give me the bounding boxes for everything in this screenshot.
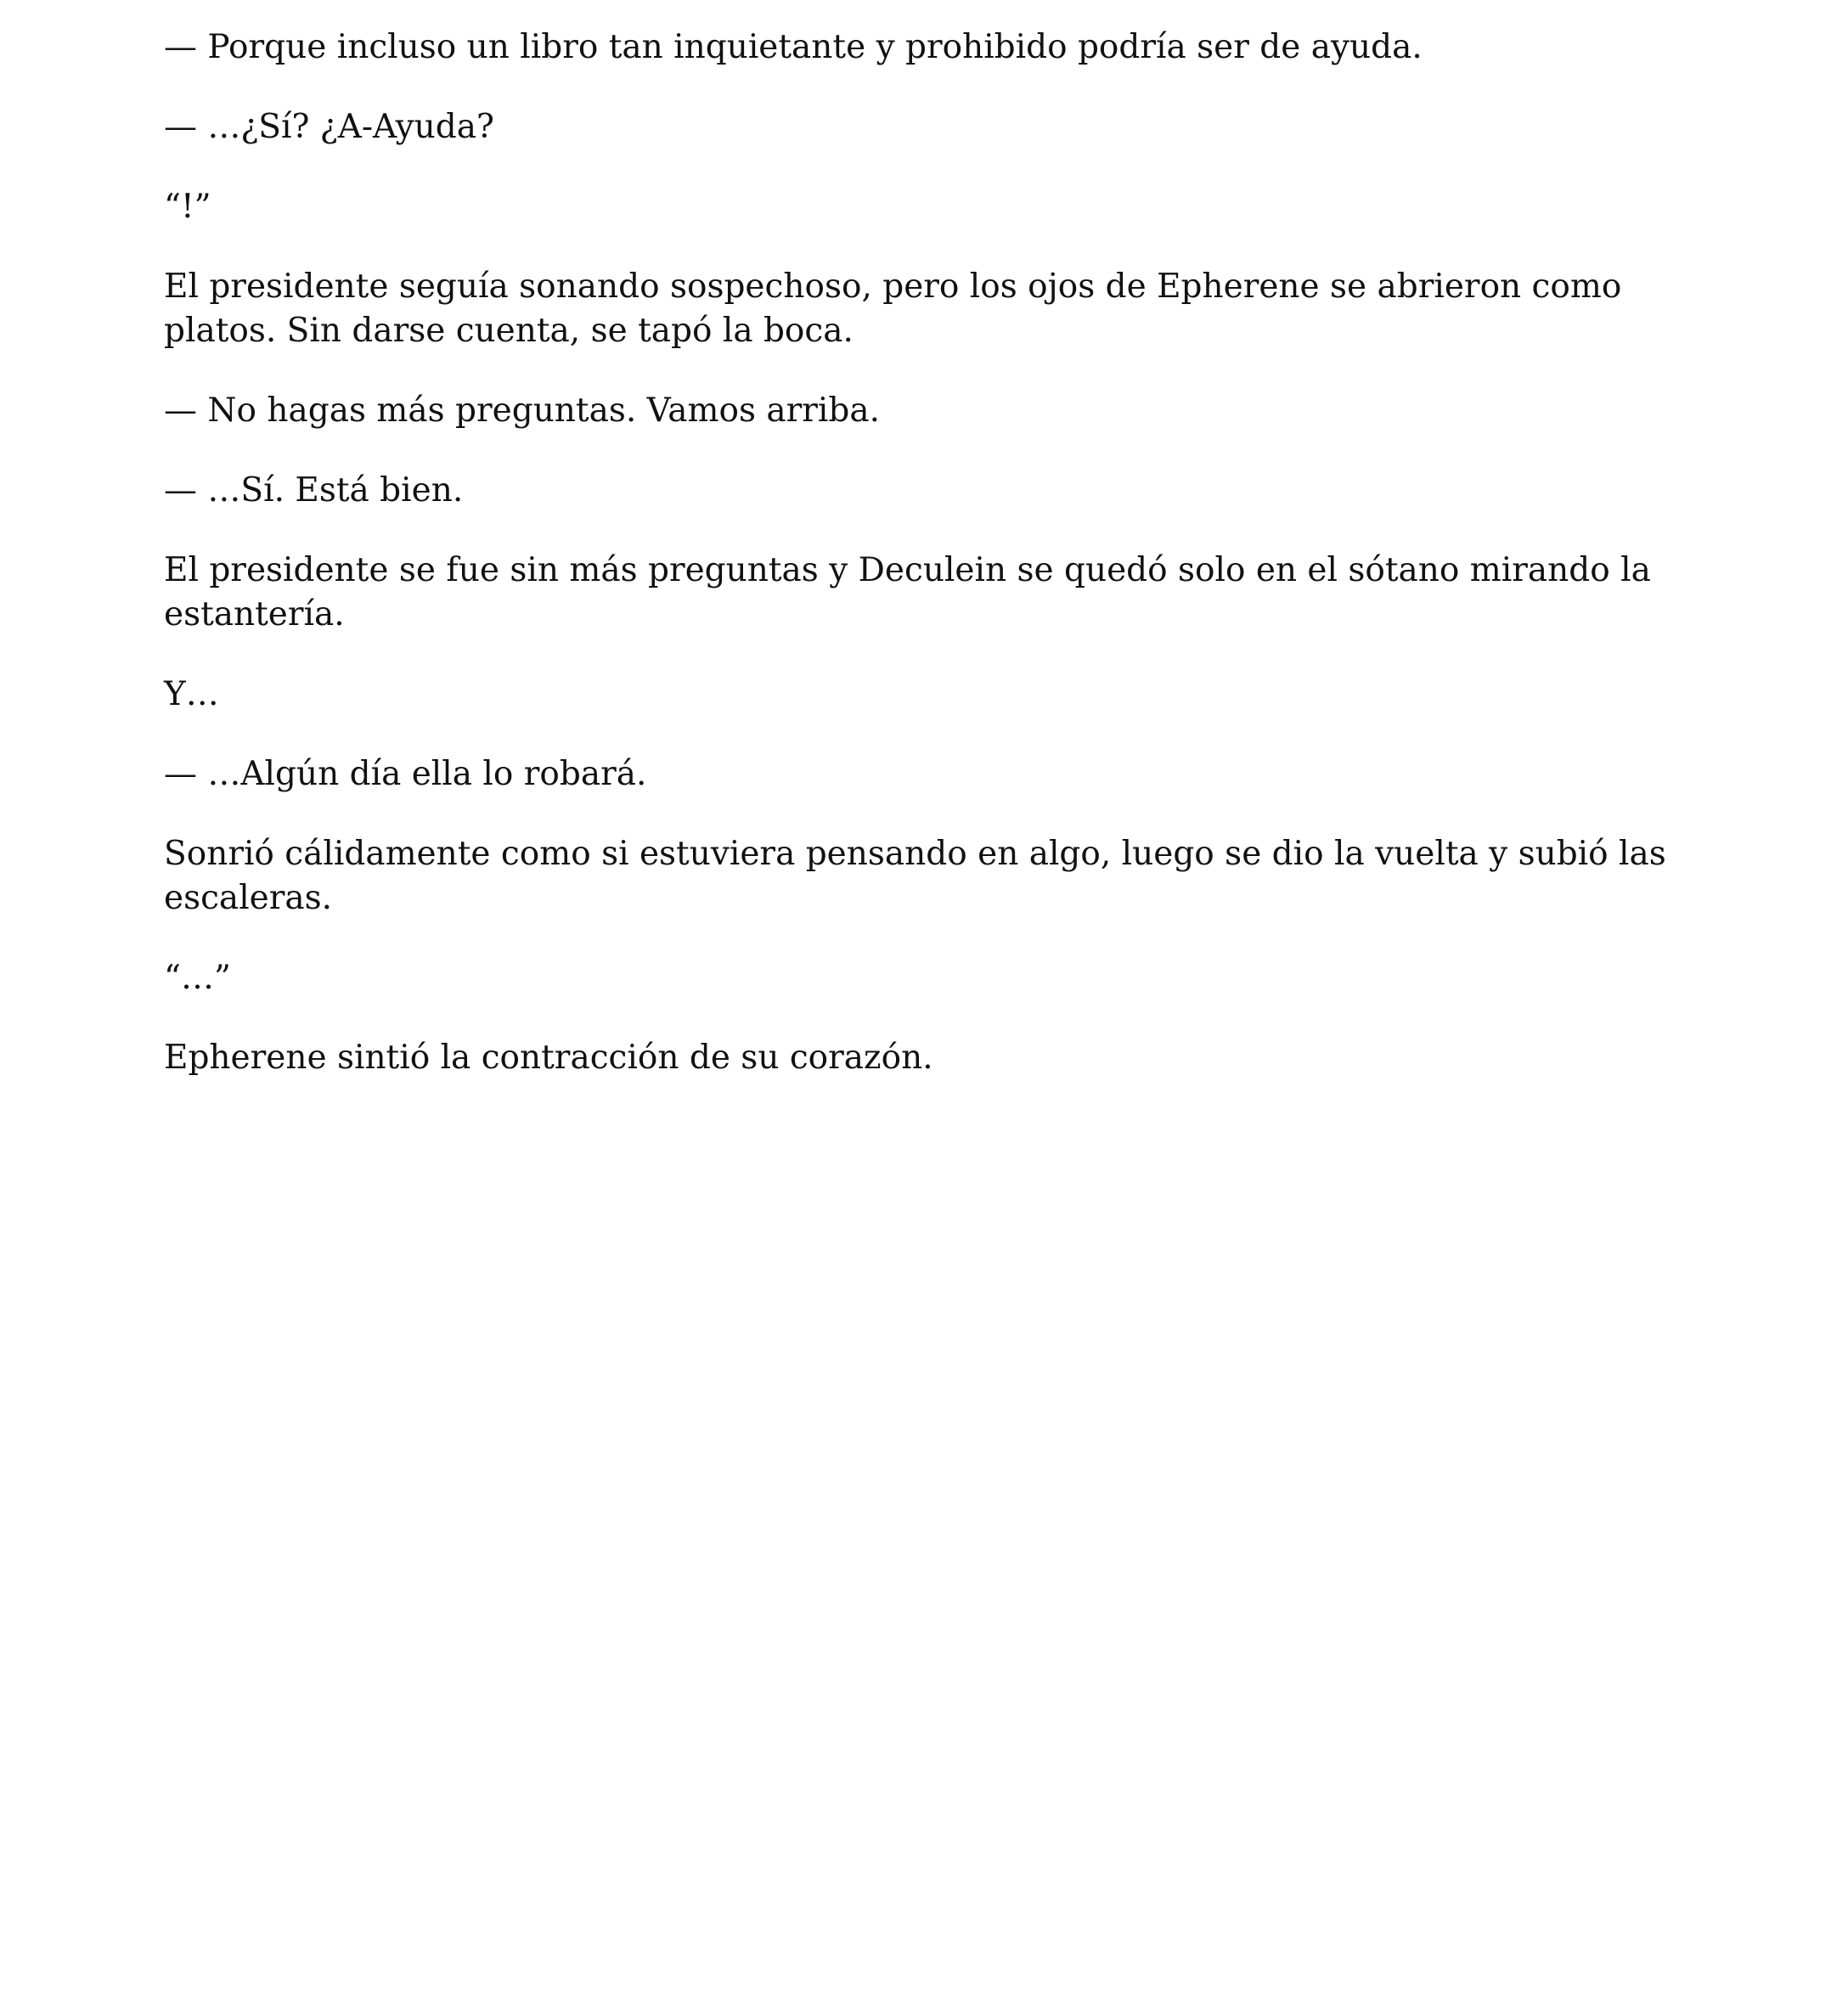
paragraph: — Porque incluso un libro tan inquietante y prohibido podría ser de ayuda.	[164, 28, 1423, 66]
document-body	[164, 25, 1718, 1116]
paragraph: El presidente seguía sonando sospechoso, pero los ojos de Epherene se abrieron como platos. Sin darse cuenta, se tapó la boca.	[164, 267, 1622, 350]
paragraph: “…”	[164, 959, 231, 997]
paragraph: Sonrió cálidamente como si estuviera pensando en algo, luego se dio la vuelta y subió las escaleras.	[164, 835, 1666, 917]
paragraph: — …Sí. Está bien.	[164, 471, 464, 510]
paragraph: El presidente se fue sin más preguntas y Deculein se quedó solo en el sótano mirando la estantería.	[164, 551, 1651, 633]
paragraph: Y…	[164, 675, 219, 713]
paragraph: — No hagas más preguntas. Vamos arriba.	[164, 391, 880, 430]
paragraph: — …Algún día ella lo robará.	[164, 755, 647, 793]
paragraph: “!”	[164, 188, 211, 226]
paragraph: Epherene sintió la contracción de su corazón.	[164, 1039, 933, 1077]
paragraph: — …¿Sí? ¿A-Ayuda?	[164, 108, 494, 146]
